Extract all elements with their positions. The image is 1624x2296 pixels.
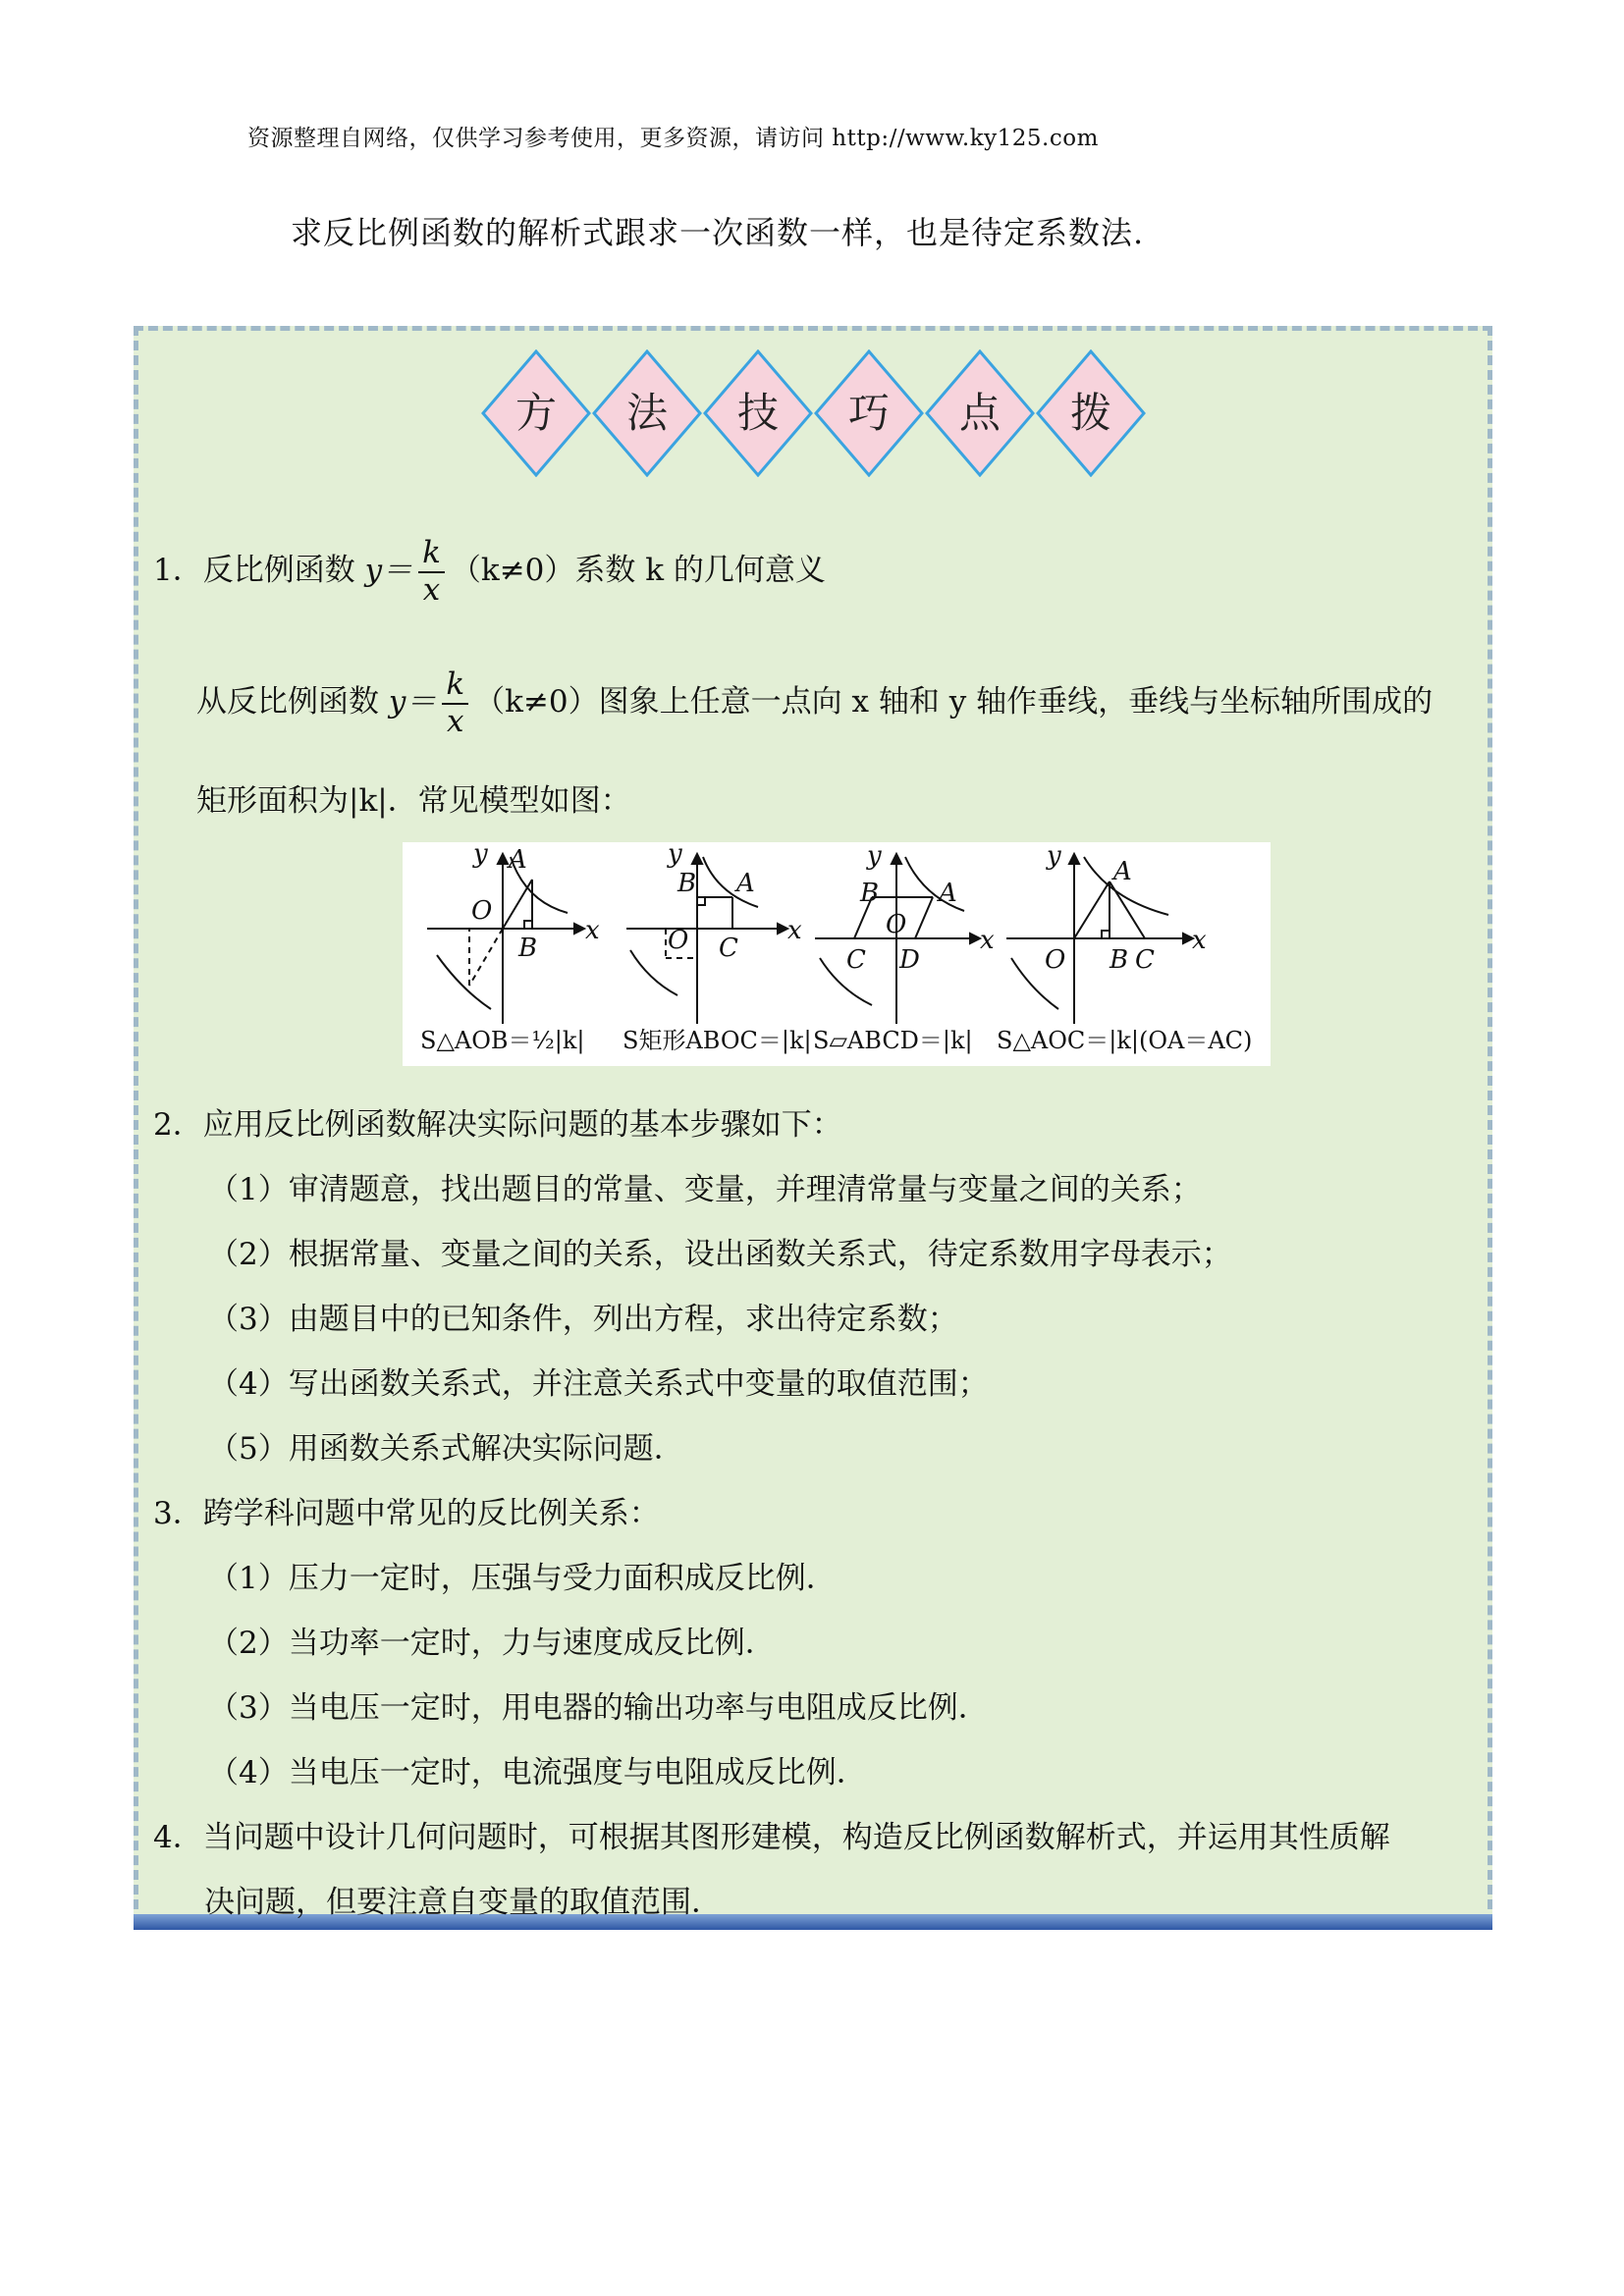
section1-heading: 1．反比例函数 y＝ $\frac{k}{x}$ （k≠0）系数 k 的几何意义 (153, 535, 826, 608)
banner-diamond (925, 349, 1035, 477)
banner-char: 技 (736, 389, 779, 437)
svg-text:x: x (980, 926, 995, 955)
section2-item: （2）根据常量、变量之间的关系，设出函数关系式，待定系数用字母表示； (208, 1237, 1232, 1272)
svg-text:C: C (1135, 945, 1155, 975)
section2-title: 2．应用反比例函数解决实际问题的基本步骤如下： (153, 1107, 842, 1143)
section2-item: （4）写出函数关系式，并注意关系式中变量的取值范围； (208, 1366, 989, 1402)
banner-diamond (814, 349, 924, 477)
model-figure (403, 842, 1271, 1066)
banner (481, 349, 1159, 487)
section3-title: 3．跨学科问题中常见的反比例关系： (153, 1496, 660, 1531)
svg-text:C: C (719, 934, 738, 963)
figure-caption: S矩形ABOC＝|k| (623, 1027, 812, 1054)
svg-text:y: y (867, 842, 882, 871)
banner-char: 点 (958, 389, 1001, 437)
banner-char: 方 (514, 389, 557, 437)
svg-text:O: O (668, 926, 689, 955)
svg-text:y: y (668, 842, 682, 869)
section2-item: （1）审清题意，找出题目的常量、变量，并理清常量与变量之间的关系； (208, 1172, 1202, 1207)
svg-text:B: B (860, 879, 880, 908)
svg-text:y: y (473, 842, 488, 869)
svg-text:x: x (585, 916, 600, 945)
fraction-k-over-x: $\frac{k}{x}$ (418, 536, 445, 608)
section3-item: （1）压力一定时，压强与受力面积成反比例． (208, 1561, 837, 1596)
svg-text:B: B (518, 934, 538, 963)
section1-para-line2: 矩形面积为|k|．常见模型如图： (196, 783, 631, 819)
svg-text:A: A (736, 869, 755, 898)
banner-diamond (592, 349, 702, 477)
svg-text:A: A (1113, 857, 1132, 886)
banner-diamond (481, 349, 591, 477)
section1-para-line1: 从反比例函数 y＝ $\frac{k}{x}$ （k≠0）图象上任意一点向 x 轴和 y 轴作垂线，垂线与坐标轴所围成的 (196, 667, 1434, 739)
svg-text:y: y (1047, 842, 1061, 871)
figure-caption: S△AOC＝|k|(OA＝AC) (997, 1027, 1253, 1054)
banner-diamond (703, 349, 813, 477)
svg-text:O: O (1045, 945, 1066, 975)
figure-caption: S△AOB＝½|k| (420, 1027, 585, 1054)
banner-char: 拨 (1069, 389, 1111, 437)
svg-text:D: D (899, 945, 920, 975)
svg-text:O: O (886, 910, 907, 939)
banner-char: 法 (625, 389, 668, 437)
svg-text:A: A (509, 845, 527, 875)
fraction-k-over-x: $\frac{k}{x}$ (442, 667, 468, 739)
section3-item: （4）当电压一定时，电流强度与电阻成反比例． (208, 1755, 867, 1790)
svg-text:A: A (939, 879, 957, 908)
section4-line2: 决问题，但要注意自变量的取值范围． (204, 1885, 722, 1920)
banner-diamond (1036, 349, 1146, 477)
svg-text:x: x (787, 916, 802, 945)
section2-item: （3）由题目中的已知条件，列出方程，求出待定系数； (208, 1302, 958, 1337)
figure-caption: S▱ABCD＝|k| (813, 1027, 973, 1054)
svg-text:C: C (846, 945, 866, 975)
svg-text:x: x (1192, 926, 1207, 955)
svg-text:B: B (1110, 945, 1129, 975)
section4-line1: 4．当问题中设计几何问题时，可根据其图形建模，构造反比例函数解析式，并运用其性质解 (153, 1820, 1390, 1855)
svg-text:B: B (677, 869, 697, 898)
section3-item: （2）当功率一定时，力与速度成反比例． (208, 1626, 776, 1661)
svg-text:O: O (471, 896, 493, 926)
intro-text: 求反比例函数的解析式跟求一次函数一样，也是待定系数法. (291, 214, 1145, 251)
section2-item: （5）用函数关系式解决实际问题． (208, 1431, 684, 1467)
header-note: 资源整理自网络，仅供学习参考使用，更多资源，请访问 http://www.ky125.com (247, 126, 1099, 151)
section3-item: （3）当电压一定时，用电器的输出功率与电阻成反比例． (208, 1690, 989, 1726)
banner-char: 巧 (847, 389, 890, 437)
